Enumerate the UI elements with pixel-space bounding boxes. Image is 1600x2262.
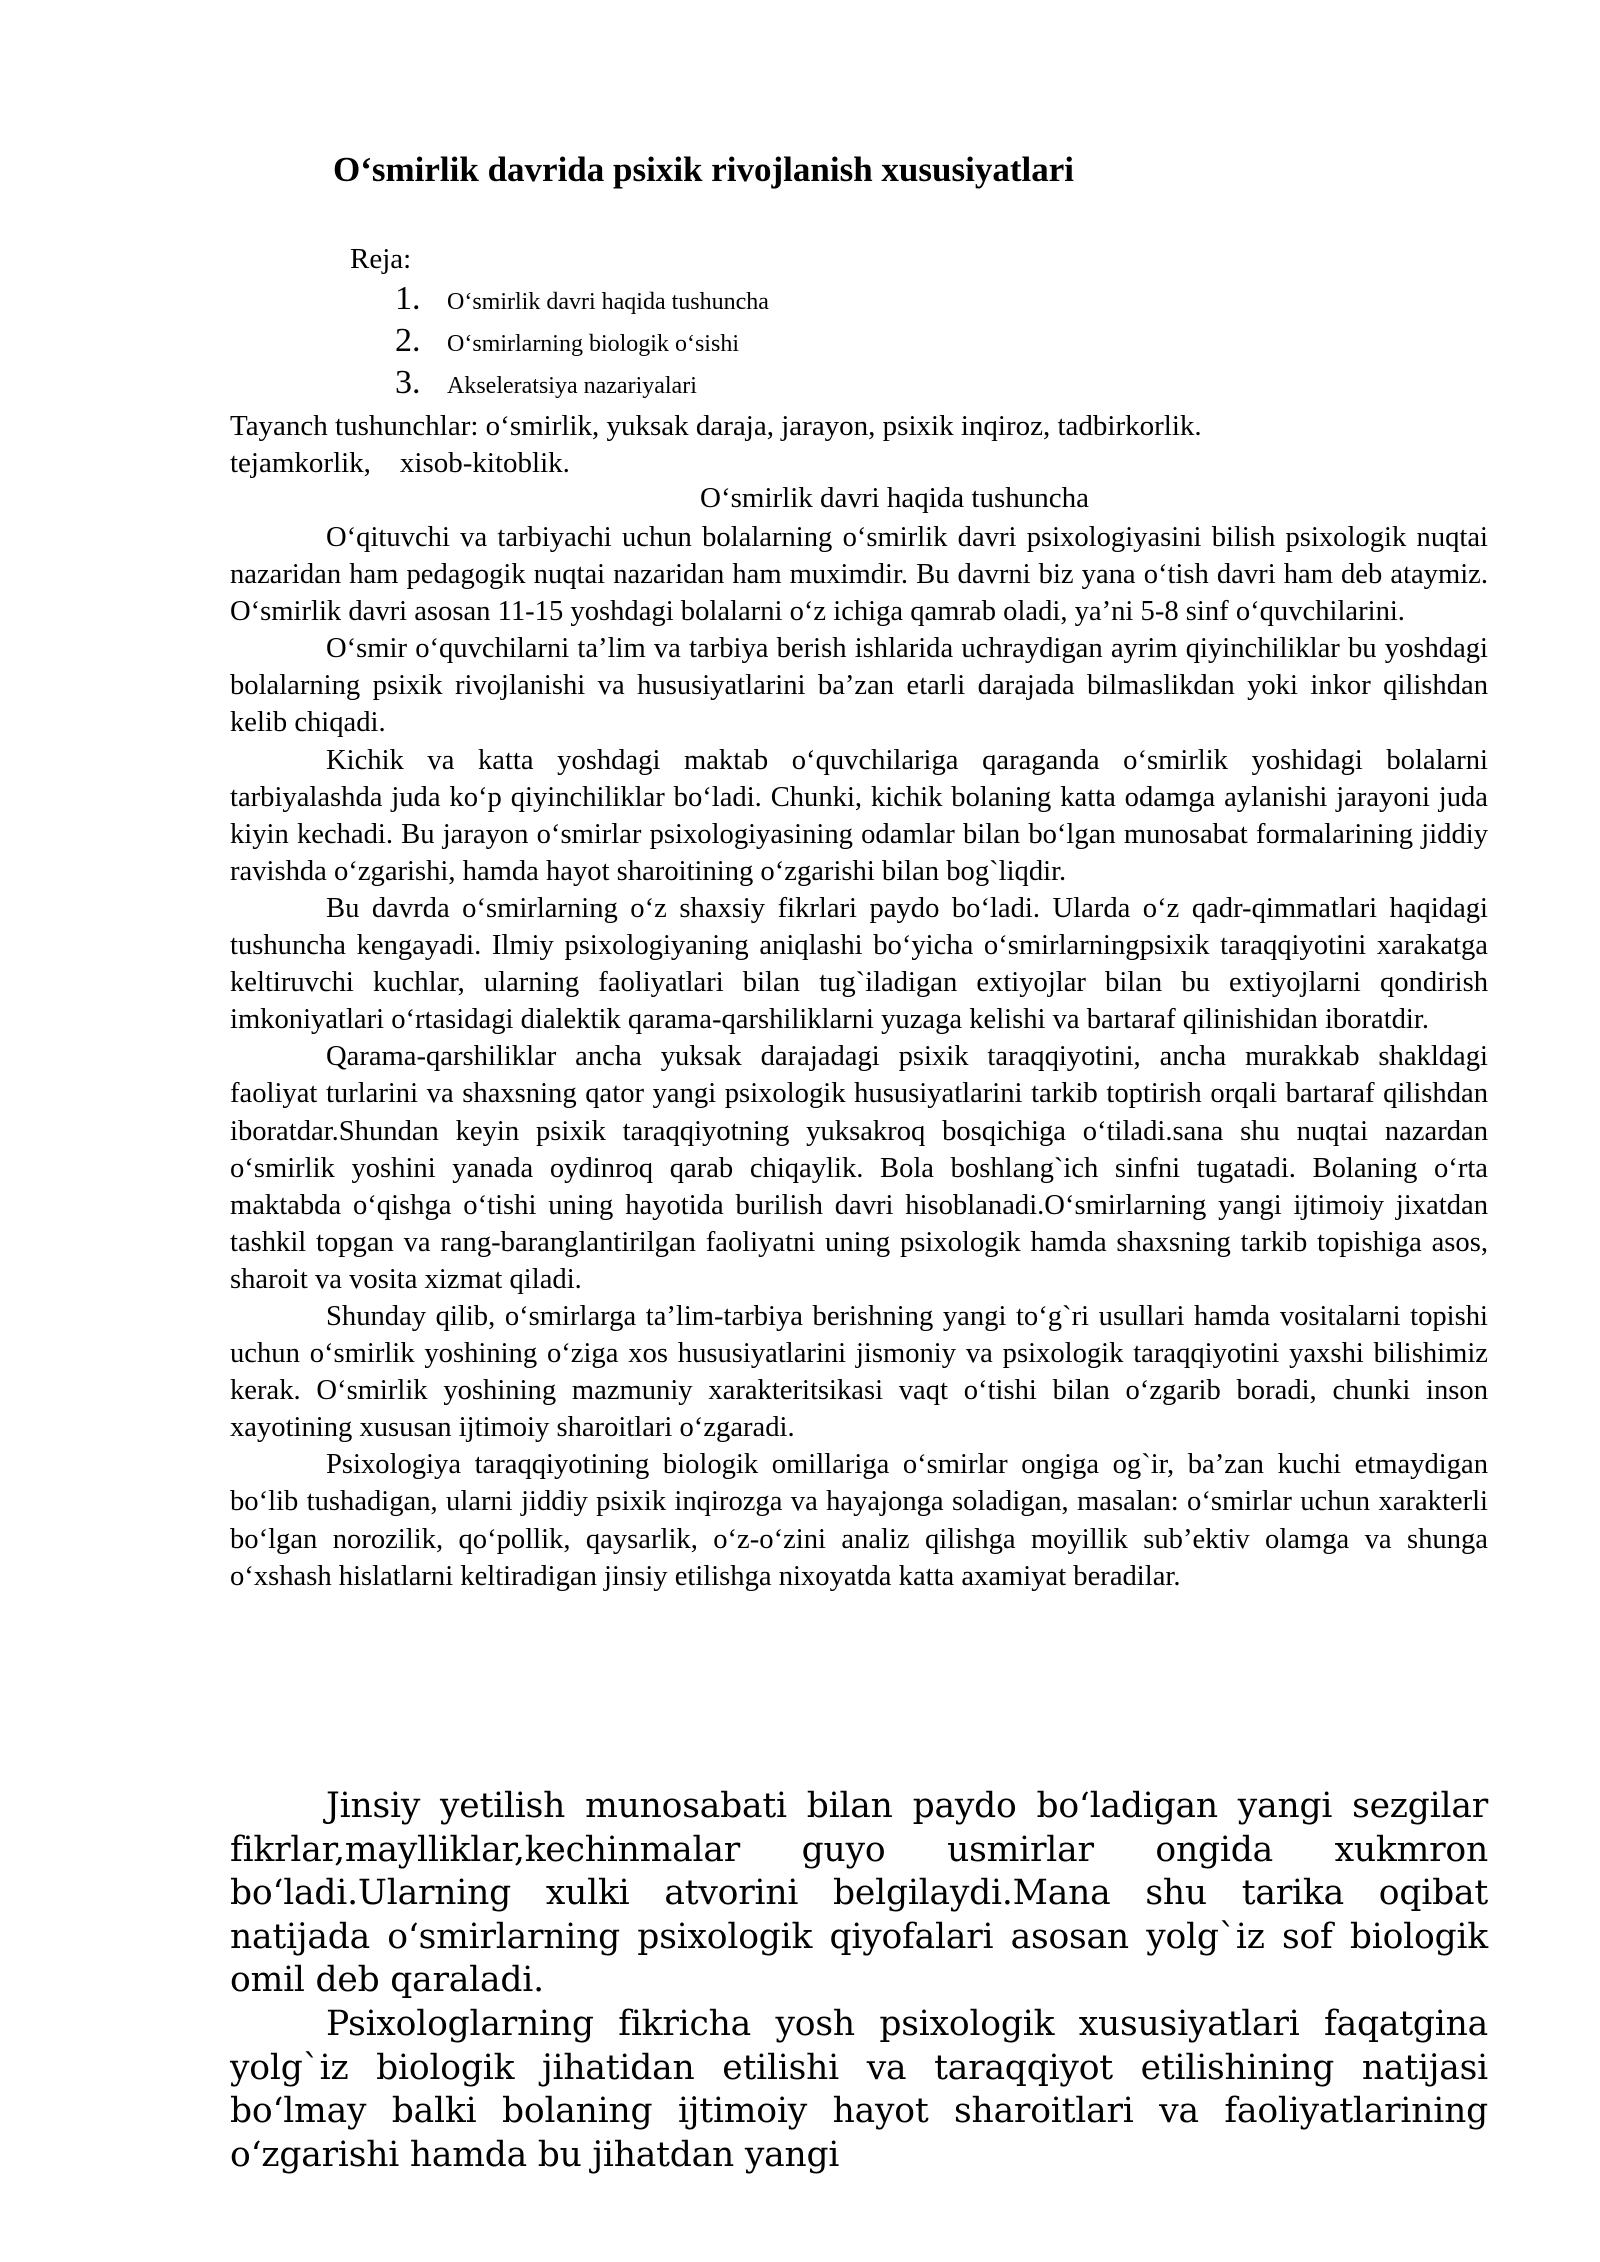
key-concepts <box>230 408 1490 482</box>
key-concepts-line: Tayanch tushunchlar: o‘smirlik, yuksak daraja, jarayon, psixik inqiroz, tadbirkorlik. <box>230 410 1202 442</box>
body-text <box>230 519 1488 1595</box>
plan-label: Reja: <box>350 243 412 275</box>
paragraph: Kichik va katta yoshdagi maktab o‘quvchilariga qaraganda o‘smirlik yoshidagi bolalarni tarbiyalashda juda ko‘p qiyinchiliklar bo‘ladi. Chunki, kichik bolaning katta odamga aylanishi jarayoni juda kiyin kechadi. Bu jarayon o‘smirlar psixologiyasining odamlar bilan bo‘lgan munosabat formalarining jiddiy ravishda o‘zgarishi, hamda hayot sharoitining o‘zgarishi bilan bog`liqdir. <box>230 744 1488 887</box>
plan-item-text: O‘smirlik davri haqida tushuncha <box>447 289 769 315</box>
paragraph: Shunday qilib, o‘smirlarga ta’lim-tarbiya berishning yangi to‘g`ri usullari hamda vositalarni topishi uchun o‘smirlik yoshining o‘ziga xos hususiyatlarini jismoniy va psixologik taraqqiyotini yaxshi bilishimiz kerak. O‘smirlik yoshining mazmuniy xarakteritsikasi vaqt o‘tishi bilan o‘zgarib boradi, chunki inson xayotining xususan ijtimoiy sharoitlari o‘zgaradi. <box>230 1300 1488 1444</box>
body-text-large <box>230 1785 1488 2177</box>
plan-item <box>395 320 769 362</box>
key-concepts-line: tejamkorlik, xisob-kitoblik. <box>230 447 570 479</box>
paragraph: O‘qituvchi va tarbiyachi uchun bolalarning o‘smirlik davri psixologiyasini bilish psixologik nuqtai nazaridan ham pedagogik nuqtai nazaridan ham muximdir. Bu davrni biz yana o‘tish davri ham deb ataymiz. O‘smirlik davri asosan 11-15 yoshdagi bolalarni o‘z ichiga qamrab oladi, ya’ni 5-8 sinf o‘quvchilarini. <box>230 522 1488 628</box>
paragraph: Bu davrda o‘smirlarning o‘z shaxsiy fikrlari paydo bo‘ladi. Ularda o‘z qadr-qimmatlari haqidagi tushuncha kengayadi. Ilmiy psixologiyaning aniqlashi bo‘yicha o‘smirlarningpsixik taraqqiyotini xarakatga keltiruvchi kuchlar, ularning faoliyatlari bilan tug`iladigan extiyojlar bilan bu extiyojlarni qondirish imkoniyatlari o‘rtasidagi dialektik qarama-qarshiliklarni yuzaga kelishi va bartaraf qilinishidan iboratdir. <box>230 892 1488 1036</box>
plan-item <box>395 362 769 404</box>
paragraph: O‘smir o‘quvchilarni ta’lim va tarbiya berish ishlarida uchraydigan ayrim qiyinchiliklar bu yoshdagi bolalarning psixik rivojlanishi va hususiyatlarini ba’zan etarli darajada bilmaslikdan yoki inkor qilishdan kelib chiqadi. <box>230 633 1488 739</box>
plan-item-text: Akseleratsiya nazariyalari <box>447 373 697 399</box>
plan-item-text: O‘smirlarning biologik o‘sishi <box>447 331 739 357</box>
paragraph: Qarama-qarshiliklar ancha yuksak darajadagi psixik taraqqiyotini, ancha murakkab shakldagi faoliyat turlarini va shaxsning qator yangi psixologik hususiyatlarini tarkib toptirish orqali bartaraf qilishdan iboratdar.Shundan keyin psixik taraqqiyotning yuksakroq bosqichiga o‘tiladi.sana shu nuqtai nazardan o‘smirlik yoshini yanada oydinroq qarab chiqaylik. Bola boshlang`ich sinfni tugatadi. Bolaning o‘rta maktabda o‘qishga o‘tishi uning hayotida burilish davri hisoblanadi.O‘smirlarning yangi ijtimoiy jixatdan tashkil topgan va rang-baranglantirilgan faoliyatni uning psixologik hamda shaxsning tarkib topishiga asos, sharoit va vosita xizmat qiladi. <box>230 1041 1488 1295</box>
paragraph: Psixologiya taraqqiyotining biologik omillariga o‘smirlar ongiga og`ir, ba’zan kuchi etmaydigan bo‘lib tushadigan, ularni jiddiy psixik inqirozga va hayajonga soladigan, masalan: o‘smirlar uchun xarakterli bo‘lgan norozilik, qo‘pollik, qaysarlik, o‘z-o‘zini analiz qilishga moyillik sub’ektiv olamga va shunga o‘xshash hislatlarni keltiradigan jinsiy etilishga nixoyatda katta axamiyat beradilar. <box>230 1449 1488 1592</box>
document-title: O‘smirlik davrida psixik rivojlanish xususiyatlari <box>333 150 1074 189</box>
paragraph: Psixologlarning fikricha yosh psixologik xususiyatlari faqatgina yolg`iz biologik jihatidan etilishi va taraqqiyot etilishining natijasi bo‘lmay balki bolaning ijtimoiy hayot sharoitlari va faoliyatlarining o‘zgarishi hamda bu jihatdan yangi <box>230 2003 1488 2175</box>
section-heading: O‘smirlik davri haqida tushuncha <box>700 482 1089 514</box>
plan-list <box>395 278 769 404</box>
paragraph: Jinsiy yetilish munosabati bilan paydo bo‘ladigan yangi sezgilar fikrlar,maylliklar,kechinmalar guyo usmirlar ongida xukmron bo‘ladi.Ularning xulki atvorini belgilaydi.Mana shu tarika oqibat natijada o‘smirlarning psixologik qiyofalari asosan yolg`iz sof biologik omil deb qaraladi. <box>230 1786 1488 2001</box>
plan-item-number: 3. <box>395 364 421 401</box>
plan-item <box>395 278 769 320</box>
plan-item-number: 1. <box>395 280 421 317</box>
plan-item-number: 2. <box>395 322 421 359</box>
